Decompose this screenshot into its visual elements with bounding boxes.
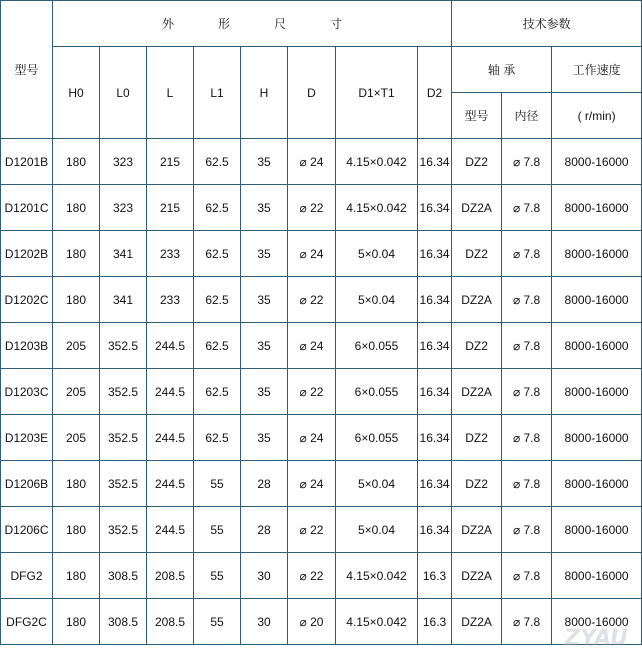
cell-l0: 323 (100, 185, 147, 231)
header-speed-unit: ( r/min) (552, 93, 642, 139)
table-row (1, 277, 642, 323)
cell-d: ⌀ 22 (288, 553, 336, 599)
cell-l1: 55 (194, 599, 241, 645)
cell-speed: 8000-16000 (552, 461, 642, 507)
cell-h0: 180 (53, 185, 100, 231)
table-row (1, 323, 642, 369)
cell-l0: 308.5 (100, 599, 147, 645)
cell-l1: 55 (194, 461, 241, 507)
cell-l0: 341 (100, 231, 147, 277)
cell-d2: 16.34 (418, 231, 452, 277)
cell-h: 30 (241, 599, 288, 645)
watermark-logo: ZYAU (564, 626, 628, 651)
cell-l: 233 (147, 277, 194, 323)
cell-d: ⌀ 24 (288, 461, 336, 507)
cell-h0: 205 (53, 323, 100, 369)
cell-h: 35 (241, 323, 288, 369)
cell-d1t1: 5×0.04 (336, 277, 418, 323)
cell-l0: 352.5 (100, 369, 147, 415)
cell-d: ⌀ 24 (288, 323, 336, 369)
cell-l: 244.5 (147, 461, 194, 507)
cell-bearing-bore: ⌀ 7.8 (502, 277, 552, 323)
col-header-l1: L1 (194, 47, 241, 139)
cell-l0: 308.5 (100, 553, 147, 599)
cell-bearing-bore: ⌀ 7.8 (502, 231, 552, 277)
cell-bearing-bore: ⌀ 7.8 (502, 369, 552, 415)
cell-d1t1: 5×0.04 (336, 461, 418, 507)
cell-l1: 55 (194, 507, 241, 553)
table-row (1, 185, 642, 231)
cell-model: D1201B (1, 139, 53, 185)
header-dim-char: 外 (162, 17, 175, 31)
cell-l: 215 (147, 185, 194, 231)
table-row (1, 507, 642, 553)
cell-d1t1: 6×0.055 (336, 323, 418, 369)
cell-l: 208.5 (147, 599, 194, 645)
cell-d2: 16.34 (418, 369, 452, 415)
col-header-h: H (241, 47, 288, 139)
cell-bearing-bore: ⌀ 7.8 (502, 415, 552, 461)
cell-h0: 180 (53, 139, 100, 185)
cell-h: 28 (241, 507, 288, 553)
cell-d1t1: 4.15×0.042 (336, 599, 418, 645)
cell-l1: 62.5 (194, 369, 241, 415)
cell-bearing-model: DZ2A (452, 507, 502, 553)
cell-d2: 16.34 (418, 461, 452, 507)
table-row (1, 369, 642, 415)
cell-l: 244.5 (147, 323, 194, 369)
cell-model: D1203C (1, 369, 53, 415)
cell-d1t1: 4.15×0.042 (336, 139, 418, 185)
cell-d2: 16.3 (418, 553, 452, 599)
cell-model: D1206B (1, 461, 53, 507)
cell-d: ⌀ 22 (288, 185, 336, 231)
cell-l1: 62.5 (194, 323, 241, 369)
cell-bearing-model: DZ2 (452, 461, 502, 507)
table-row (1, 553, 642, 599)
cell-l1: 62.5 (194, 277, 241, 323)
cell-l1: 62.5 (194, 139, 241, 185)
cell-d: ⌀ 22 (288, 507, 336, 553)
cell-h0: 205 (53, 415, 100, 461)
cell-model: D1203E (1, 415, 53, 461)
cell-d2: 16.34 (418, 323, 452, 369)
cell-h0: 205 (53, 369, 100, 415)
cell-speed: 8000-16000 (552, 507, 642, 553)
cell-model: D1203B (1, 323, 53, 369)
col-header-l0: L0 (100, 47, 147, 139)
cell-bearing-model: DZ2A (452, 553, 502, 599)
cell-speed: 8000-16000 (552, 553, 642, 599)
cell-bearing-model: DZ2 (452, 415, 502, 461)
cell-speed: 8000-16000 (552, 277, 642, 323)
col-header-h0: H0 (53, 47, 100, 139)
cell-speed: 8000-16000 (552, 139, 642, 185)
cell-d2: 16.34 (418, 185, 452, 231)
cell-d2: 16.34 (418, 415, 452, 461)
table-row (1, 599, 642, 645)
cell-bearing-model: DZ2 (452, 231, 502, 277)
cell-l0: 352.5 (100, 507, 147, 553)
cell-l1: 62.5 (194, 185, 241, 231)
table-row (1, 231, 642, 277)
cell-bearing-model: DZ2A (452, 369, 502, 415)
cell-speed: 8000-16000 (552, 369, 642, 415)
cell-h0: 180 (53, 599, 100, 645)
cell-speed: 8000-16000 (552, 599, 642, 645)
cell-h0: 180 (53, 231, 100, 277)
cell-l: 244.5 (147, 369, 194, 415)
cell-bearing-model: DZ2A (452, 277, 502, 323)
cell-l: 244.5 (147, 415, 194, 461)
cell-bearing-model: DZ2 (452, 323, 502, 369)
cell-l0: 352.5 (100, 323, 147, 369)
cell-bearing-bore: ⌀ 7.8 (502, 507, 552, 553)
cell-l0: 341 (100, 277, 147, 323)
cell-l0: 352.5 (100, 461, 147, 507)
cell-l0: 352.5 (100, 415, 147, 461)
cell-d1t1: 5×0.04 (336, 507, 418, 553)
cell-h: 35 (241, 139, 288, 185)
cell-d: ⌀ 24 (288, 415, 336, 461)
cell-h0: 180 (53, 553, 100, 599)
cell-h0: 180 (53, 507, 100, 553)
col-header-d1t1: D1×T1 (336, 47, 418, 139)
data-rows (1, 139, 642, 645)
cell-model: D1201C (1, 185, 53, 231)
cell-h: 30 (241, 553, 288, 599)
cell-h0: 180 (53, 277, 100, 323)
cell-d1t1: 6×0.055 (336, 369, 418, 415)
header-dim-char: 寸 (330, 17, 343, 31)
cell-bearing-bore: ⌀ 7.8 (502, 185, 552, 231)
cell-l1: 62.5 (194, 231, 241, 277)
cell-model: DFG2C (1, 599, 53, 645)
cell-h: 35 (241, 369, 288, 415)
col-header-d: D (288, 47, 336, 139)
cell-l: 233 (147, 231, 194, 277)
header-model: 型号 (1, 1, 53, 139)
cell-h: 35 (241, 231, 288, 277)
cell-speed: 8000-16000 (552, 231, 642, 277)
table-row (1, 139, 642, 185)
cell-speed: 8000-16000 (552, 185, 642, 231)
cell-model: D1202C (1, 277, 53, 323)
cell-bearing-bore: ⌀ 7.8 (502, 553, 552, 599)
cell-bearing-bore: ⌀ 7.8 (502, 461, 552, 507)
cell-bearing-bore: ⌀ 7.8 (502, 323, 552, 369)
cell-l0: 323 (100, 139, 147, 185)
col-header-l: L (147, 47, 194, 139)
cell-bearing-bore: ⌀ 7.8 (502, 139, 552, 185)
header-bearing-bore: 内径 (502, 93, 552, 139)
cell-bearing-model: DZ2A (452, 185, 502, 231)
cell-l1: 62.5 (194, 415, 241, 461)
cell-speed: 8000-16000 (552, 415, 642, 461)
cell-d1t1: 4.15×0.042 (336, 553, 418, 599)
cell-speed: 8000-16000 (552, 323, 642, 369)
cell-h: 35 (241, 277, 288, 323)
cell-model: D1202B (1, 231, 53, 277)
cell-d2: 16.34 (418, 507, 452, 553)
cell-h0: 180 (53, 461, 100, 507)
col-header-d2: D2 (418, 47, 452, 139)
cell-h: 35 (241, 185, 288, 231)
cell-bearing-bore: ⌀ 7.8 (502, 599, 552, 645)
header-bearing: 轴 承 (452, 47, 552, 93)
cell-l: 208.5 (147, 553, 194, 599)
table-row (1, 415, 642, 461)
header-dim-char: 形 (218, 17, 231, 31)
cell-l: 215 (147, 139, 194, 185)
cell-bearing-model: DZ2 (452, 139, 502, 185)
cell-model: D1206C (1, 507, 53, 553)
header-tech-params: 技术参数 (452, 1, 642, 47)
cell-d: ⌀ 22 (288, 277, 336, 323)
cell-d: ⌀ 24 (288, 139, 336, 185)
cell-d1t1: 4.15×0.042 (336, 185, 418, 231)
header-dimensions (53, 1, 452, 47)
cell-d1t1: 6×0.055 (336, 415, 418, 461)
cell-d: ⌀ 22 (288, 369, 336, 415)
cell-h: 28 (241, 461, 288, 507)
table-row (1, 461, 642, 507)
header-dim-char: 尺 (274, 17, 287, 31)
header-bearing-model: 型号 (452, 93, 502, 139)
cell-d1t1: 5×0.04 (336, 231, 418, 277)
cell-d2: 16.34 (418, 139, 452, 185)
cell-l1: 55 (194, 553, 241, 599)
cell-d: ⌀ 24 (288, 231, 336, 277)
cell-model: DFG2 (1, 553, 53, 599)
cell-d2: 16.34 (418, 277, 452, 323)
cell-l: 244.5 (147, 507, 194, 553)
header-speed: 工作速度 (552, 47, 642, 93)
cell-bearing-model: DZ2A (452, 599, 502, 645)
cell-h: 35 (241, 415, 288, 461)
cell-d: ⌀ 20 (288, 599, 336, 645)
cell-d2: 16.3 (418, 599, 452, 645)
